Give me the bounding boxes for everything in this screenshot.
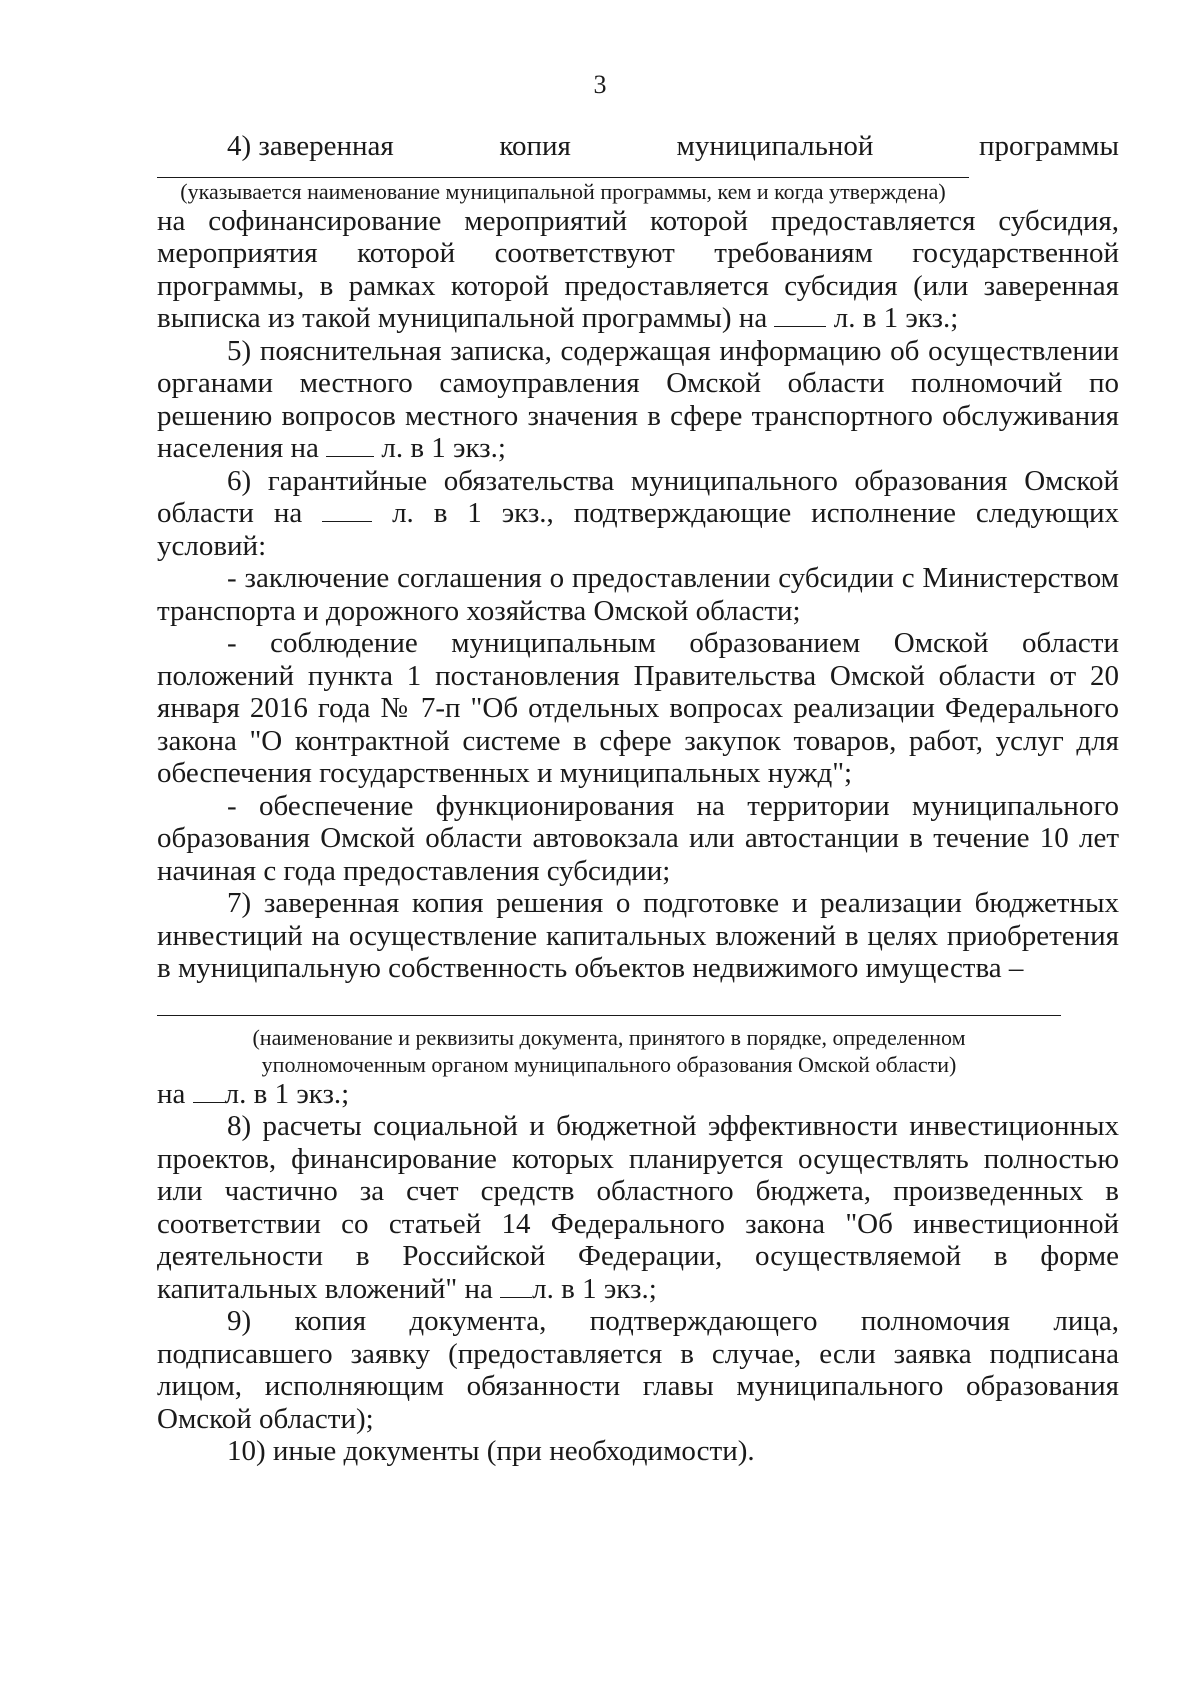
item-7-fill-line xyxy=(157,1015,1061,1016)
item-7-copies: на л. в 1 экз.; xyxy=(157,1077,350,1110)
item-9-text: 9) копия документа, подтверждающего полномочия лица, подписавшего заявку (предоставляется в случае, если заявка подписана лицом, исполняющим обязанности главы муниципального образования Омской области); xyxy=(157,1305,1119,1435)
item-8-text: 8) расчеты социальной и бюджетной эффективности инвестиционных проектов, финансирование которых планируется осуществлять полностью или частично за счет средств областного бюджета, произведенных в соответствии со статьей 14 Федерального закона "Об инвестиционной деятельности в Российской Федерации, осуществляемой в форме капитальных вложений" на л. в 1 экз.; xyxy=(157,1110,1119,1305)
item-10-text: 10) иные документы (при необходимости). xyxy=(227,1435,755,1467)
document-body xyxy=(157,130,1119,1468)
item-6-pages-blank xyxy=(322,497,372,522)
item-4-word-3: муниципальной xyxy=(676,130,874,162)
item-4-text: на софинансирование мероприятий которой предоставляется субсидия, мероприятия которой соответствуют требованиям государственной программы, в рамках которой предоставляется субсидия (или заверенная выписка из такой муниципальной программы) на л. в 1 экз.; xyxy=(157,204,1119,334)
item-4-word-1: 4) заверенная xyxy=(227,130,394,162)
item-4-caption: (указывается наименование муниципальной программы, кем и когда утверждена) xyxy=(180,178,946,204)
page-number: 3 xyxy=(593,70,607,99)
item-6-text: 6) гарантийные обязательства муниципального образования Омской области на л. в 1 экз., подтверждающие исполнение следующих условий: xyxy=(157,464,1119,562)
item-7-caption-line-2: уполномоченным органом муниципального образования Омской области) xyxy=(261,1051,957,1077)
item-6-condition-2: - соблюдение муниципальным образованием Омской области положений пункта 1 постановления Правительства Омской области от 20 января 2016 года № 7-п "Об отдельных вопросах реализации Федерального закона "О контрактной системе в сфере закупок товаров, работ, услуг для обеспечения государственных и муниципальных нужд"; xyxy=(157,627,1119,789)
item-4-word-2: копия xyxy=(499,130,571,162)
item-7-text: 7) заверенная копия решения о подготовке и реализации бюджетных инвестиций на осуществление капитальных вложений в целях приобретения в муниципальную собственность объектов недвижимого имущества – xyxy=(157,887,1119,984)
item-5-pages-blank xyxy=(326,432,374,457)
item-7-caption-line-1: (наименование и реквизиты документа, принятого в порядке, определенном xyxy=(252,1024,966,1050)
item-4-pages-blank xyxy=(774,302,826,327)
item-6-condition-3: - обеспечение функционирования на территории муниципального образования Омской области автовокзала или автостанции в течение 10 лет начиная с года предоставления субсидии; xyxy=(157,789,1119,887)
item-7-pages-blank xyxy=(193,1078,225,1103)
item-6-condition-1: - заключение соглашения о предоставлении субсидии с Министерством транспорта и дорожного хозяйства Омской области; xyxy=(157,562,1119,627)
item-4-heading xyxy=(157,130,1119,163)
item-5-text: 5) пояснительная записка, содержащая информацию об осуществлении органами местного самоуправления Омской области полномочий по решению вопросов местного значения в сфере транспортного обслуживания населения на л. в 1 экз.; xyxy=(157,334,1119,464)
item-4-word-4: программы xyxy=(978,130,1119,162)
item-8-pages-blank xyxy=(500,1273,532,1298)
